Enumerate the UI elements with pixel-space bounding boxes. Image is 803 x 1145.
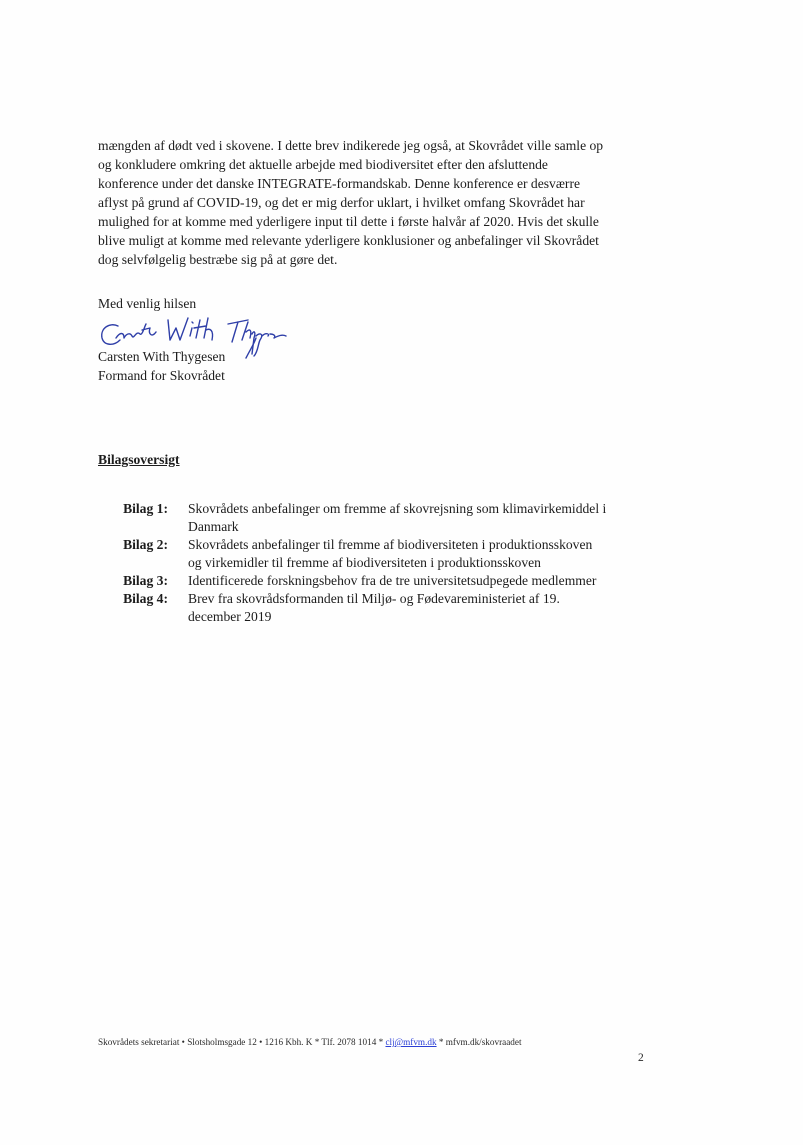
attachment-label: Bilag 1: <box>123 501 168 516</box>
attachment-description <box>188 590 658 626</box>
attachment-item <box>98 590 658 626</box>
attachment-line: Danmark <box>188 519 239 534</box>
body-line: mulighed for at komme med yderligere input til dette i første halvår af 2020. Hvis det skulle <box>98 214 599 229</box>
footer-address: Skovrådets sekretariat • Slotsholmsgade 12 • 1216 Kbh. K * Tlf. 2078 1014 * <box>98 1037 386 1047</box>
body-line: blive muligt at komme med relevante yderligere konklusioner og anbefalinger vil Skovrådet <box>98 233 599 248</box>
body-paragraph <box>98 136 658 269</box>
signer-title: Formand for Skovrådet <box>98 368 225 383</box>
attachment-label: Bilag 2: <box>123 537 168 552</box>
footer-website: * mfvm.dk/skovraadet <box>436 1037 522 1047</box>
attachment-description <box>188 500 658 536</box>
attachment-item <box>98 500 658 536</box>
attachment-description <box>188 536 658 572</box>
attachment-line: Skovrådets anbefalinger om fremme af skovrejsning som klimavirkemiddel i <box>188 501 607 516</box>
body-line: dog selvfølgelig bestræbe sig på at gøre det. <box>98 252 338 267</box>
page-number: 2 <box>638 1052 644 1064</box>
body-line: og konkludere omkring det aktuelle arbejde med biodiversitet efter den afsluttende <box>98 157 548 172</box>
body-line: aflyst på grund af COVID-19, og det er mig derfor uklart, i hvilket omfang Skovrådet har <box>98 195 585 210</box>
page-footer <box>98 1036 522 1048</box>
body-line: mængden af dødt ved i skovene. I dette brev indikerede jeg også, at Skovrådet ville samle op <box>98 138 604 153</box>
attachment-line: december 2019 <box>188 609 272 624</box>
attachment-line: Identificerede forskningsbehov fra de tre universitetsudpegede medlemmer <box>188 573 597 588</box>
attachment-label: Bilag 4: <box>123 591 168 606</box>
attachment-label: Bilag 3: <box>123 573 168 588</box>
signer-block <box>98 347 225 385</box>
attachment-line: Skovrådets anbefalinger til fremme af biodiversiteten i produktionsskoven <box>188 537 593 552</box>
attachments-heading: Bilagsoversigt <box>98 452 180 467</box>
signer-name: Carsten With Thygesen <box>98 349 226 364</box>
body-line: konference under det danske INTEGRATE-formandskab. Denne konference er desværre <box>98 176 580 191</box>
footer-email-link[interactable]: clj@mfvm.dk <box>385 1037 437 1047</box>
attachment-line: og virkemidler til fremme af biodiversiteten i produktionsskoven <box>188 555 541 570</box>
attachment-description <box>188 572 658 590</box>
attachment-item <box>98 536 658 572</box>
attachment-item <box>98 572 658 590</box>
closing-greeting: Med venlig hilsen <box>98 296 197 311</box>
attachment-line: Brev fra skovrådsformanden til Miljø- og Fødevareministeriet af 19. <box>188 591 560 606</box>
attachments-list <box>98 500 658 626</box>
